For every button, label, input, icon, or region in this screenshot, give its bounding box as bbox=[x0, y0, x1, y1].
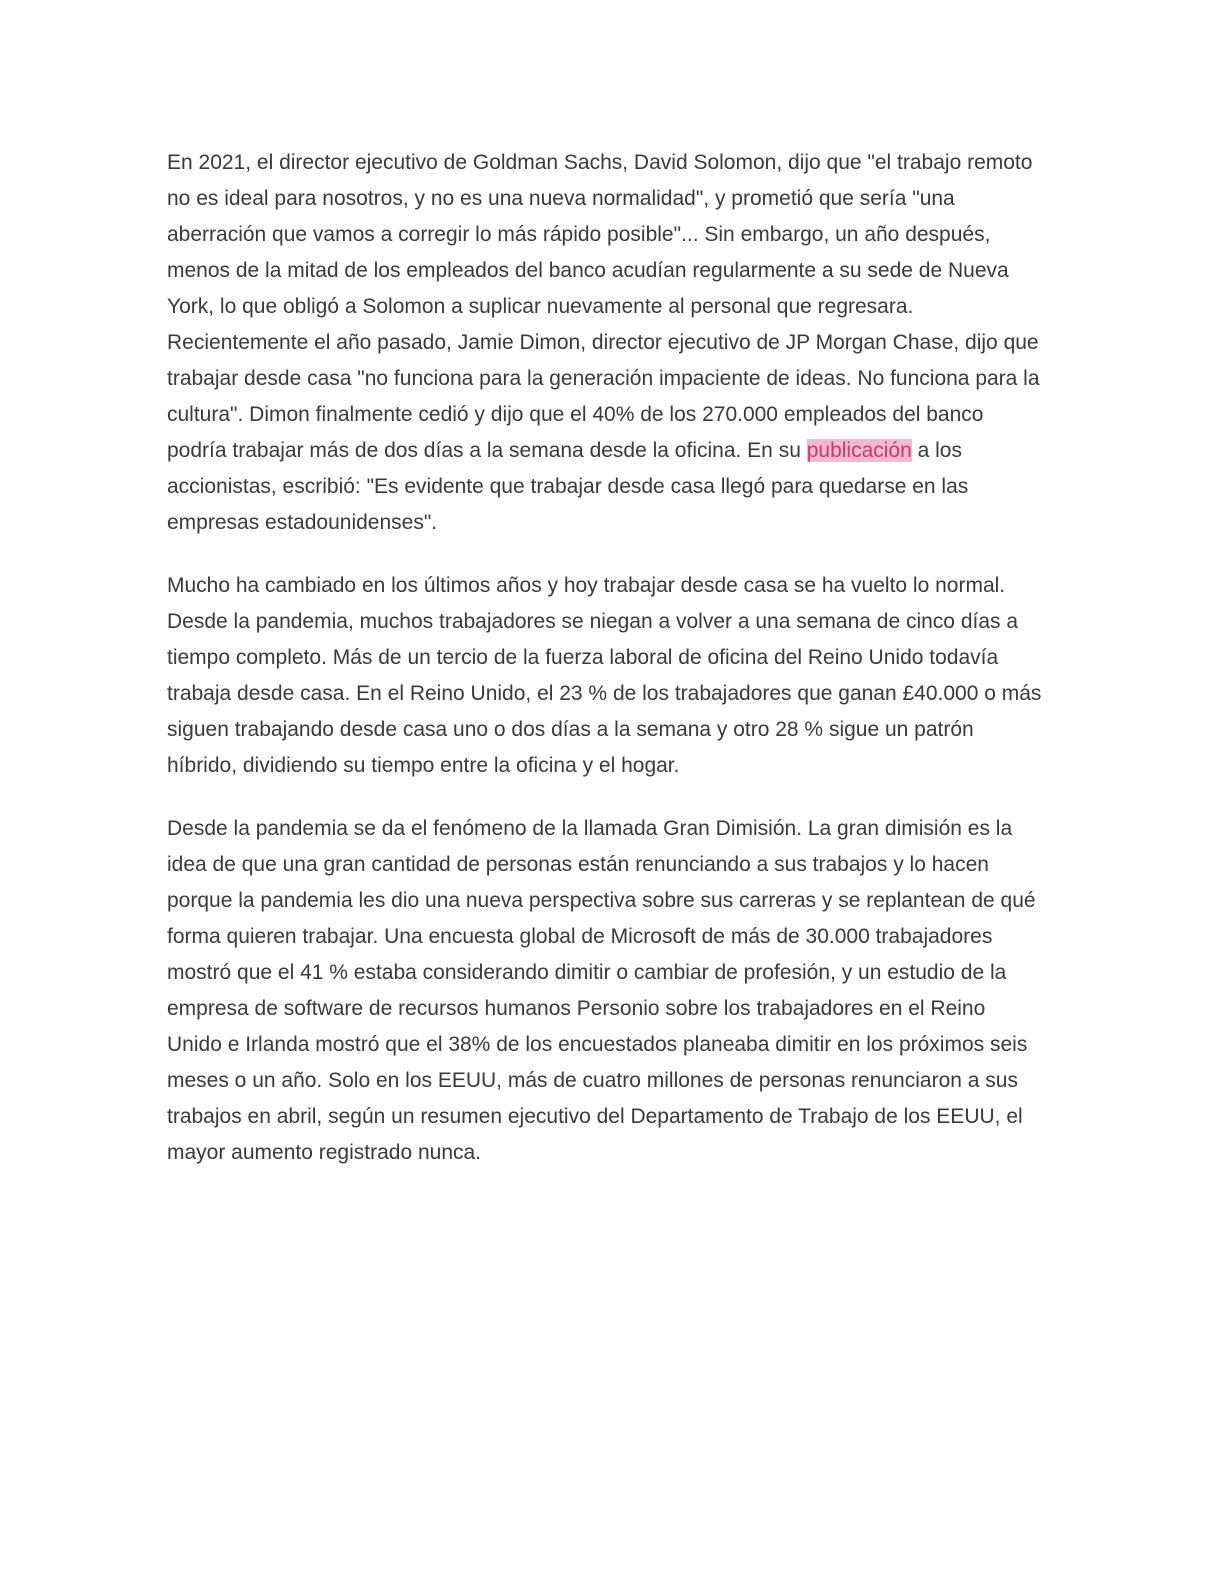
paragraph-3: Desde la pandemia se da el fenómeno de la llamada Gran Dimisión. La gran dimisión es la idea de que una gran cantidad de personas están renunciando a sus trabajos y lo hacen porque la pandemia les dio una nueva perspectiva sobre sus carreras y se replantean de qué forma quieren trabajar. Una encuesta global de Microsoft de más de 30.000 trabajadores mostró que el 41 % estaba considerando dimitir o cambiar de profesión, y un estudio de la empresa de software de recursos humanos Personio sobre los trabajadores en el Reino Unido e Irlanda mostró que el 38% de los encuestados planeaba dimitir en los próximos seis meses o un año. Solo en los EEUU, más de cuatro millones de personas renunciaron a sus trabajos en abril, según un resumen ejecutivo del Departamento de Trabajo de los EEUU, el mayor aumento registrado nunca. bbox=[167, 817, 1036, 1164]
publicacion-link[interactable]: publicación bbox=[806, 439, 912, 462]
paragraph-1-text-before: En 2021, el director ejecutivo de Goldman Sachs, David Solomon, dijo que "el trabajo remoto no es ideal para nosotros, y no es una nueva normalidad", y prometió que sería "una aberración que vamos a corregir lo más rápido posible"... Sin embargo, un año después, menos de la mitad de los empleados del banco acudían regularmente a su sede de Nueva York, lo que obligó a Solomon a suplicar nuevamente al personal que regresara. Recientemente el año pasado, Jamie Dimon, director ejecutivo de JP Morgan Chase, dijo que trabajar desde casa "no funciona para la generación impaciente de ideas. No funciona para la cultura". Dimon finalmente cedió y dijo que el 40% de los 270.000 empleados del banco podría trabajar más de dos días a la semana desde la oficina. En su bbox=[167, 151, 1040, 462]
document-body bbox=[167, 145, 1042, 1198]
paragraph-1 bbox=[167, 145, 1042, 541]
paragraph-1-text-after: a los accionistas, escribió: "Es evidente que trabajar desde casa llegó para quedarse en las empresas estadounidenses". bbox=[167, 439, 969, 534]
paragraph-2: Mucho ha cambiado en los últimos años y hoy trabajar desde casa se ha vuelto lo normal. Desde la pandemia, muchos trabajadores se niegan a volver a una semana de cinco días a tiempo completo. Más de un tercio de la fuerza laboral de oficina del Reino Unido todavía trabaja desde casa. En el Reino Unido, el 23 % de los trabajadores que ganan £40.000 o más siguen trabajando desde casa uno o dos días a la semana y otro 28 % sigue un patrón híbrido, dividiendo su tiempo entre la oficina y el hogar. bbox=[167, 574, 1042, 777]
